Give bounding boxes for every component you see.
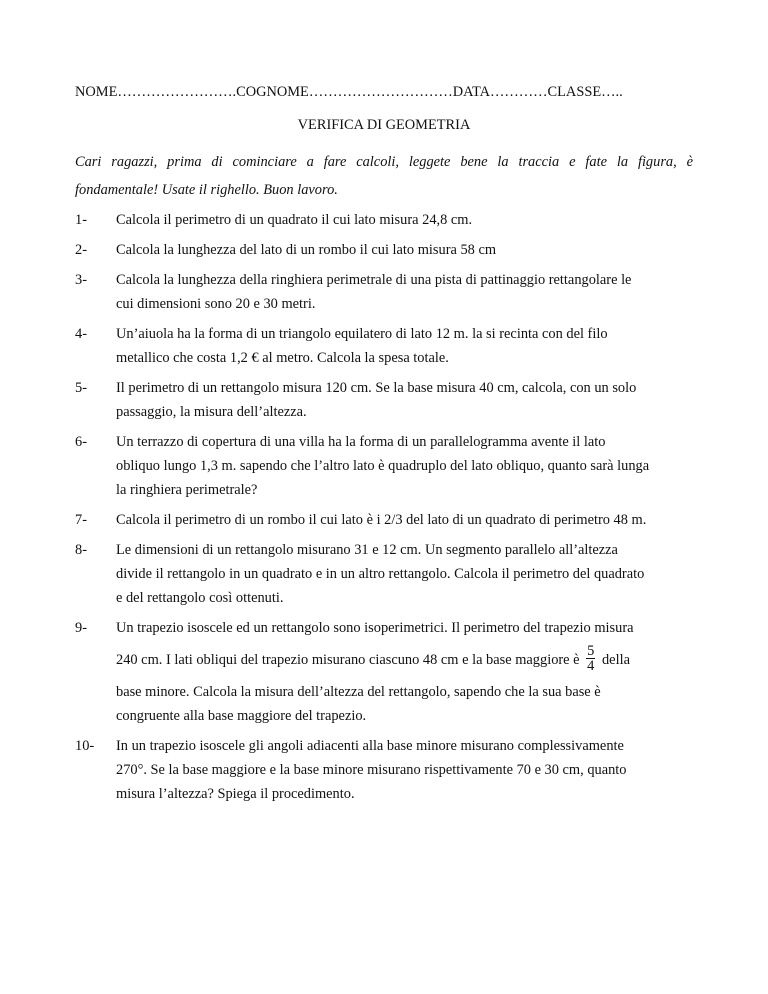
question-text: Un’aiuola ha la forma di un triangolo equilatero di lato 12 m. la si recinta con del filo <box>116 326 608 342</box>
question-item-6 <box>75 430 705 502</box>
question-text-with-fraction <box>116 640 705 680</box>
question-text: Calcola la lunghezza della ringhiera perimetrale di una pista di pattinaggio rettangolare le <box>116 272 632 288</box>
question-item-7 <box>75 508 705 532</box>
question-text: della <box>601 652 630 668</box>
question-text: Un trapezio isoscele ed un rettangolo sono isoperimetrici. Il perimetro del trapezio misura <box>116 620 634 636</box>
intro-paragraph <box>75 148 693 204</box>
question-text: e del rettangolo così ottenuti. <box>116 590 284 606</box>
question-text: obliquo lungo 1,3 m. sapendo che l’altro lato è quadruplo del lato obliquo, quanto sarà lunga <box>116 458 650 474</box>
question-text: passaggio, la misura dell’altezza. <box>116 404 307 420</box>
question-text: base minore. Calcola la misura dell’altezza del rettangolo, sapendo che la sua base è <box>116 684 601 700</box>
question-item-8 <box>75 538 705 610</box>
question-item-3 <box>75 268 705 316</box>
question-text: 270°. Se la base maggiore e la base minore misurano rispettivamente 70 e 30 cm, quanto <box>116 762 627 778</box>
question-number: 2- <box>75 242 87 258</box>
page-title: VERIFICA DI GEOMETRIA <box>297 117 471 133</box>
question-text: Il perimetro di un rettangolo misura 120 cm. Se la base misura 40 cm, calcola, con un solo <box>116 380 637 396</box>
question-item-4 <box>75 322 705 370</box>
question-number: 8- <box>75 542 87 558</box>
question-text: divide il rettangolo in un quadrato e in un altro rettangolo. Calcola il perimetro del quadrato <box>116 566 645 582</box>
question-text: metallico che costa 1,2 € al metro. Calcola la spesa totale. <box>116 350 449 366</box>
fraction-numerator: 5 <box>587 643 595 660</box>
question-text: cui dimensioni sono 20 e 30 metri. <box>116 296 316 312</box>
question-number: 1- <box>75 212 87 228</box>
question-number: 7- <box>75 512 87 528</box>
questions-list <box>75 208 705 812</box>
question-text: In un trapezio isoscele gli angoli adiacenti alla base minore misurano complessivamente <box>116 738 624 754</box>
question-item-1 <box>75 208 705 232</box>
student-info-header: NOME…………………….COGNOME…………………………DATA…………CLASSE….. <box>75 84 623 100</box>
question-number: 9- <box>75 620 87 636</box>
question-text: Calcola la lunghezza del lato di un rombo il cui lato misura 58 cm <box>116 242 497 258</box>
intro-line-1: Cari ragazzi, prima di cominciare a fare calcoli, leggete bene la traccia e fate la figura, è <box>75 154 693 170</box>
question-text: Calcola il perimetro di un rombo il cui lato è i 2/3 del lato di un quadrato di perimetro 48 m. <box>116 512 647 528</box>
question-text: Calcola il perimetro di un quadrato il cui lato misura 24,8 cm. <box>116 212 473 228</box>
question-text: congruente alla base maggiore del trapezio. <box>116 708 367 724</box>
question-item-2 <box>75 238 705 262</box>
intro-line-2: fondamentale! Usate il righello. Buon lavoro. <box>75 182 338 198</box>
question-number: 4- <box>75 326 87 342</box>
question-number: 6- <box>75 434 87 450</box>
question-item-9 <box>75 616 705 728</box>
fraction-denominator: 4 <box>587 658 595 675</box>
question-item-5 <box>75 376 705 424</box>
question-text: la ringhiera perimetrale? <box>116 482 258 498</box>
question-number: 3- <box>75 272 87 288</box>
question-number: 5- <box>75 380 87 396</box>
question-text: Un terrazzo di copertura di una villa ha la forma di un parallelogramma avente il lato <box>116 434 606 450</box>
question-item-10 <box>75 734 705 806</box>
question-text: 240 cm. I lati obliqui del trapezio misurano ciascuno 48 cm e la base maggiore è <box>116 652 580 668</box>
fraction-five-fourths <box>586 644 595 673</box>
question-text: misura l’altezza? Spiega il procedimento. <box>116 786 355 802</box>
question-number: 10- <box>75 738 95 754</box>
question-text: Le dimensioni di un rettangolo misurano 31 e 12 cm. Un segmento parallelo all’altezza <box>116 542 618 558</box>
